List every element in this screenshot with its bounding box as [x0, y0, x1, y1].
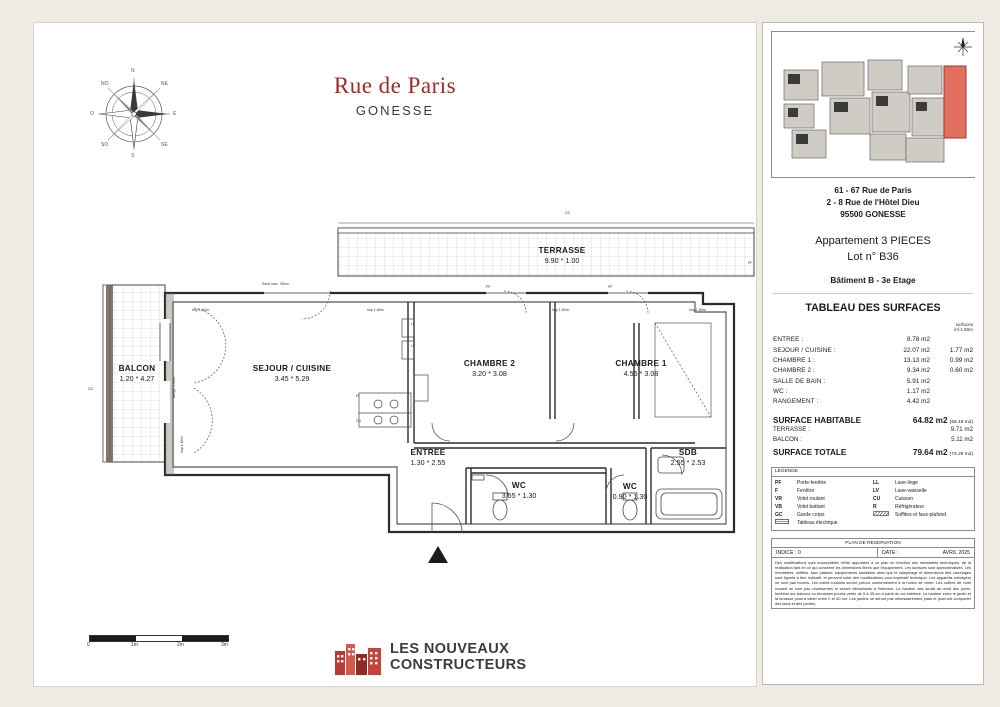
title-street: Rue de Paris — [333, 73, 457, 98]
annotation-hsp-2: hsp 1.80m — [367, 308, 384, 312]
title-city: GONESSE — [355, 103, 435, 118]
surfaces-table-header — [763, 322, 983, 333]
scale-tick-3: 3m — [221, 642, 228, 648]
list-item: VB Volet battant — [775, 503, 825, 510]
scale-tick-0: 0 — [87, 642, 90, 648]
compass-label-n: N — [131, 68, 135, 74]
surface-totale-row: SURFACE TOTALE 79.64 m2 (73.29 m2) — [773, 447, 973, 457]
plan-sheet — [33, 22, 757, 687]
annotation-hsp-4: hsp 1.80m — [689, 308, 706, 312]
electric-panel-icon — [775, 519, 797, 527]
date-label: DATE : — [881, 549, 899, 556]
list-item: R Réfrigérateur — [873, 503, 925, 510]
legend-column-left — [775, 479, 873, 528]
logo-mark-icon — [334, 640, 382, 676]
balcon-row: BALCON : 5.11 m2 — [773, 435, 973, 443]
table-row: ENTREE : 8.78 m2 — [773, 336, 930, 344]
compass-label-se: SE — [161, 142, 168, 148]
annotation-hsp-5: hsp 1.80m — [180, 436, 184, 453]
annotation-cu: CU — [356, 419, 362, 423]
table-row: WC : 1.17 m2 — [773, 388, 930, 396]
compass-label-ne: NE — [161, 81, 168, 87]
room-label-sejour: SEJOUR / CUISINE 3.45 * 5.29 — [252, 364, 332, 384]
annotation-gc-top: GC — [565, 211, 571, 215]
compass-label-so: SO — [101, 142, 109, 148]
list-item: CU Cuisson — [873, 495, 914, 502]
surfaces-table — [773, 335, 973, 408]
annotation-gc-left: GC — [88, 387, 94, 391]
table-row: CHAMBRE 1 : 13.13 m2 0.99 m2 — [773, 356, 973, 364]
annotation-pf-mid-2: PF — [608, 285, 613, 289]
building-address — [763, 178, 983, 224]
annotation-hsp-3: hsp 1.80m — [552, 308, 569, 312]
scale-bar — [89, 635, 229, 651]
logo-line-1: LES NOUVEAUX — [390, 641, 510, 658]
annotation-seuil: Seuil max. 25cm — [262, 282, 289, 286]
apartment-type: Appartement 3 PIECES — [815, 234, 931, 247]
legend-title: LEGENDE — [772, 468, 974, 477]
terrasse-row: TERRASSE : 9.71 m2 — [773, 425, 973, 433]
scale-tick-2: 2m — [177, 642, 184, 648]
soffite-hatch-icon — [873, 511, 895, 519]
reservation-title: PLAN DE RESERVATION — [772, 539, 974, 548]
address-line-1: 61 - 67 Rue de Paris — [834, 186, 912, 195]
table-row: CHAMBRE 2 : 9.34 m2 0.60 m2 — [773, 367, 973, 375]
table-row: SALLE DE BAIN : 5.91 m2 — [773, 377, 930, 385]
address-line-2: 2 - 8 Rue de l'Hôtel Dieu — [826, 197, 920, 207]
compass-label-e: E — [173, 111, 177, 117]
info-panel — [762, 22, 984, 685]
compass-label-no: NO — [101, 81, 109, 87]
date-value: AVRIL 2025 — [942, 549, 970, 556]
list-item: VR Volet roulant — [775, 495, 825, 502]
surface-habitable-row: SURFACE HABITABLE 64.82 m2 (68.18 m2) — [773, 415, 973, 425]
room-label-entree: ENTREE 1.30 * 2.55 — [410, 448, 446, 468]
room-label-chambre1: CHAMBRE 1 4.55 * 3.08 — [615, 359, 667, 379]
surfaces-head-2: inf.1.80m — [954, 327, 973, 333]
room-label-terrasse: TERRASSE 9.90 * 1.00 — [538, 246, 586, 266]
list-item: LL Lave-linge — [873, 479, 919, 486]
annotation-r: R — [356, 394, 359, 398]
room-label-chambre2: CHAMBRE 2 3.20 * 3.08 — [463, 359, 516, 379]
company-logo — [334, 635, 564, 681]
table-row: RANGEMENT : 4.42 m2 — [773, 398, 930, 406]
list-item: Tableau électrique — [775, 519, 873, 527]
building-floor: Bâtiment B - 3e Etage — [830, 274, 916, 285]
reservation-block — [771, 538, 975, 609]
list-item: LV Lave-vaisselle — [873, 487, 927, 494]
annotation-hsp-1: hsp 1.80m — [192, 308, 209, 312]
annotation-pf-right: PF — [748, 261, 753, 265]
table-row: SEJOUR / CUISINE : 22.07 m2 1.77 m2 — [773, 346, 973, 354]
list-item: F Fenêtre — [775, 487, 815, 494]
legend-block — [771, 467, 975, 532]
room-label-sdb: SDB 2.55 * 2.53 — [670, 448, 706, 468]
annotation-pf-mid: PF — [486, 285, 491, 289]
address-line-3: 95500 GONESSE — [840, 209, 906, 219]
surfaces-table-title: TABLEAU DES SURFACES — [805, 301, 941, 314]
annotation-allege: Allège 1.05m — [172, 377, 176, 398]
floor-plan-drawing — [34, 23, 756, 686]
room-label-wc-2: WC 0.90 * 1.30 — [612, 482, 648, 502]
indice-value: INDICE : 0 — [772, 548, 878, 557]
logo-line-2: CONSTRUCTEURS — [390, 657, 527, 673]
surfaces-head-1: surfaces — [955, 321, 973, 327]
key-plan — [771, 31, 975, 178]
legal-notes: Des modifications sont susceptibles d'être apportées à ce plan en fonction des nécessités techniques, de la réalisation tant en ce qui concerne les dimensions libres que l'équipement. Les surfaces sont approximatives. Les retombées, soffites, faux plafond, équipements sanitaires ainsi que le calepinage et dimensions des carrelages sont figurés à titre indicatif, et peuvent subir des modifications pour impératif technique. Les appareils ménagers ne sont pas fournis. Les volets roulants seront prévus conformément à la notice de vente. Les coffres de volet roulant ne sont pas représentés et seront débordants à l'intérieur. La hauteur des seuils au droit des porte-fenêtres sur balcons ou terrasses pourra varier de 5 à 35 cm à partir du sol intérieur. La hauteur entre le jardin et la terrasse pourra varier entre 0 et 60 cm. Les jardins ne seront pas nécessairement plats et pourront comporter des talus et des pentes. — [775, 560, 971, 606]
reservation-meta-row — [772, 548, 974, 558]
apartment-info — [763, 233, 983, 266]
annotation-lv: LV — [411, 344, 416, 348]
scale-tick-1: 1m — [131, 642, 138, 648]
compass-label-s: S — [131, 153, 135, 159]
list-item: PF Porte-fenêtre — [775, 479, 827, 486]
annotation-ll: LL — [411, 322, 415, 326]
list-item: Soffites et faux-plafond — [873, 511, 971, 519]
divider — [773, 293, 973, 294]
list-item: GC Garde corps — [775, 511, 825, 518]
room-label-balcon: BALCON 1.20 * 4.27 — [118, 364, 156, 384]
room-label-wc-1: WC 3.55 * 1.30 — [501, 481, 537, 501]
lot-number: Lot n° B36 — [847, 251, 899, 264]
compass-label-o: O — [90, 111, 94, 117]
legend-column-right — [873, 479, 971, 528]
totals-block — [773, 416, 973, 457]
